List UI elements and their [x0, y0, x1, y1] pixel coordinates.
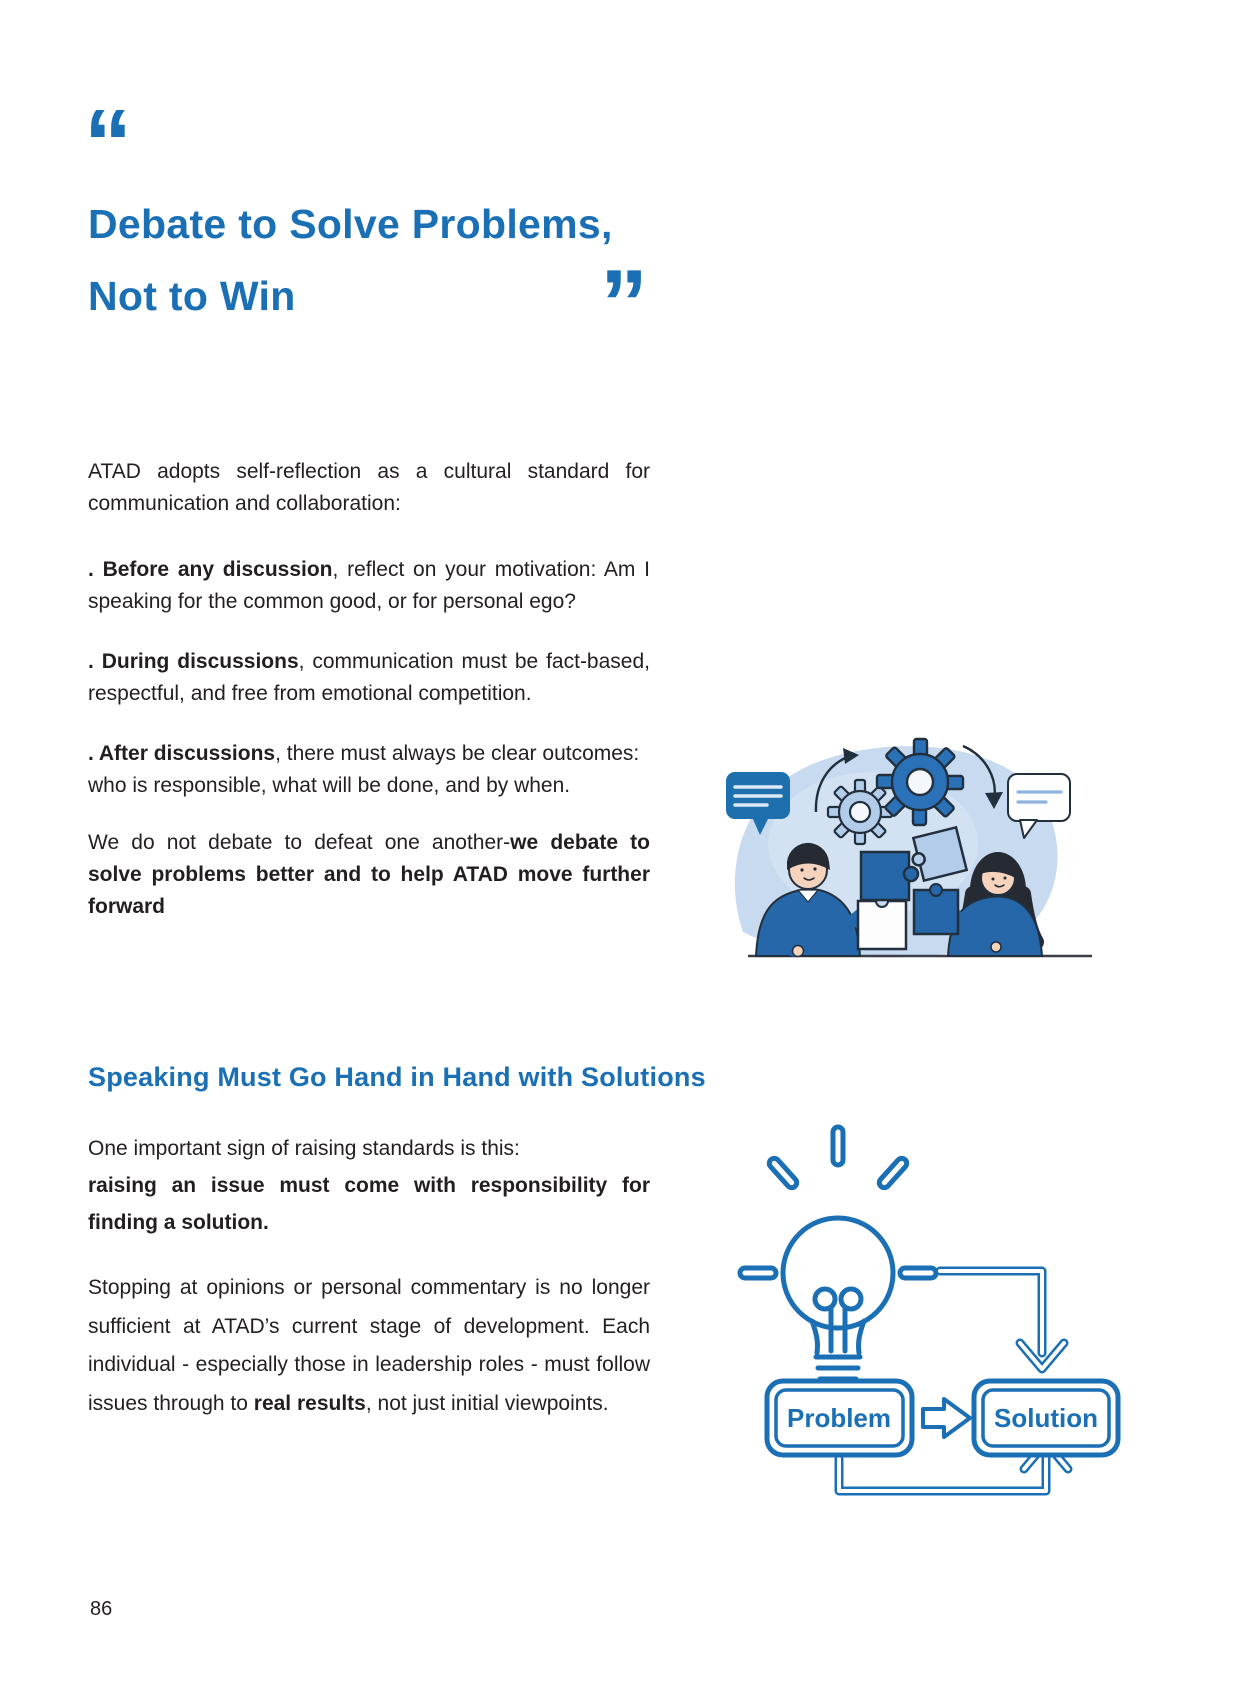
gear-small-icon — [828, 780, 892, 844]
text-segment-bold: real results — [253, 1391, 366, 1415]
problem-label: Problem — [786, 1403, 892, 1433]
body-text-column-lower — [88, 1130, 650, 1423]
problem-solution-diagram — [690, 1105, 1130, 1505]
close-quote-icon: ” — [600, 250, 648, 357]
paragraph-debate-purpose — [88, 827, 650, 923]
text-segment-bold: . During discussions — [88, 650, 299, 673]
text-segment: , communication must be fact-based, respectful, and free from emotional competition. — [88, 650, 650, 705]
text-segment: Stopping at opinions or personal commentary is no longer sufficient at ATAD’s current stage of development. Each individual - especially those in leadership roles - must follow issues through to — [88, 1276, 650, 1415]
paragraph-before-discussion — [88, 554, 650, 618]
text-segment: , not just initial viewpoints. — [365, 1391, 609, 1415]
section-subheading: Speaking Must Go Hand in Hand with Solutions — [88, 1062, 706, 1092]
text-segment: , there must always be clear outcomes: — [275, 742, 640, 765]
text-segment-bold: we debate to solve problems better and to help ATAD move further forward — [88, 831, 650, 918]
heading-line-2: Not to Win — [88, 273, 296, 319]
paragraph-during-discussions — [88, 646, 650, 710]
page-number: 86 — [90, 1598, 113, 1620]
page-title — [88, 188, 613, 332]
gear-large-icon — [877, 739, 963, 825]
solution-label: Solution — [994, 1403, 1098, 1433]
text-segment-bold: . After discussions — [88, 742, 276, 765]
paragraph-stopping-at-opinions — [88, 1269, 650, 1423]
teamwork-illustration — [668, 694, 1098, 964]
text-segment: ATAD adopts self-reflection as a cultural standard for communication and collaboration: — [88, 460, 650, 515]
text-segment: One important sign of raising standards is this: — [88, 1137, 520, 1160]
lightbulb-icon — [740, 1127, 936, 1391]
text-segment: , reflect on your motivation: Am I speaking for the common good, or for personal ego? — [88, 558, 650, 613]
heading-line-1: Debate to Solve Problems, — [88, 201, 613, 247]
paragraph-after-discussions — [88, 738, 650, 802]
body-text-column-upper — [88, 456, 650, 923]
paragraph-raising-standards — [88, 1130, 650, 1241]
open-quote-icon: “ — [84, 90, 132, 197]
text-segment: who is responsible, what will be done, and by when. — [88, 774, 571, 797]
paragraph-intro — [88, 456, 650, 520]
text-segment-bold: raising an issue must come with responsibility for finding a solution. — [88, 1174, 650, 1234]
text-segment: We do not debate to defeat one another- — [88, 831, 511, 854]
text-segment-bold: . Before any discussion — [88, 558, 333, 581]
elbow-arrow-icon — [940, 1271, 1064, 1369]
block-arrow-icon — [923, 1399, 970, 1437]
